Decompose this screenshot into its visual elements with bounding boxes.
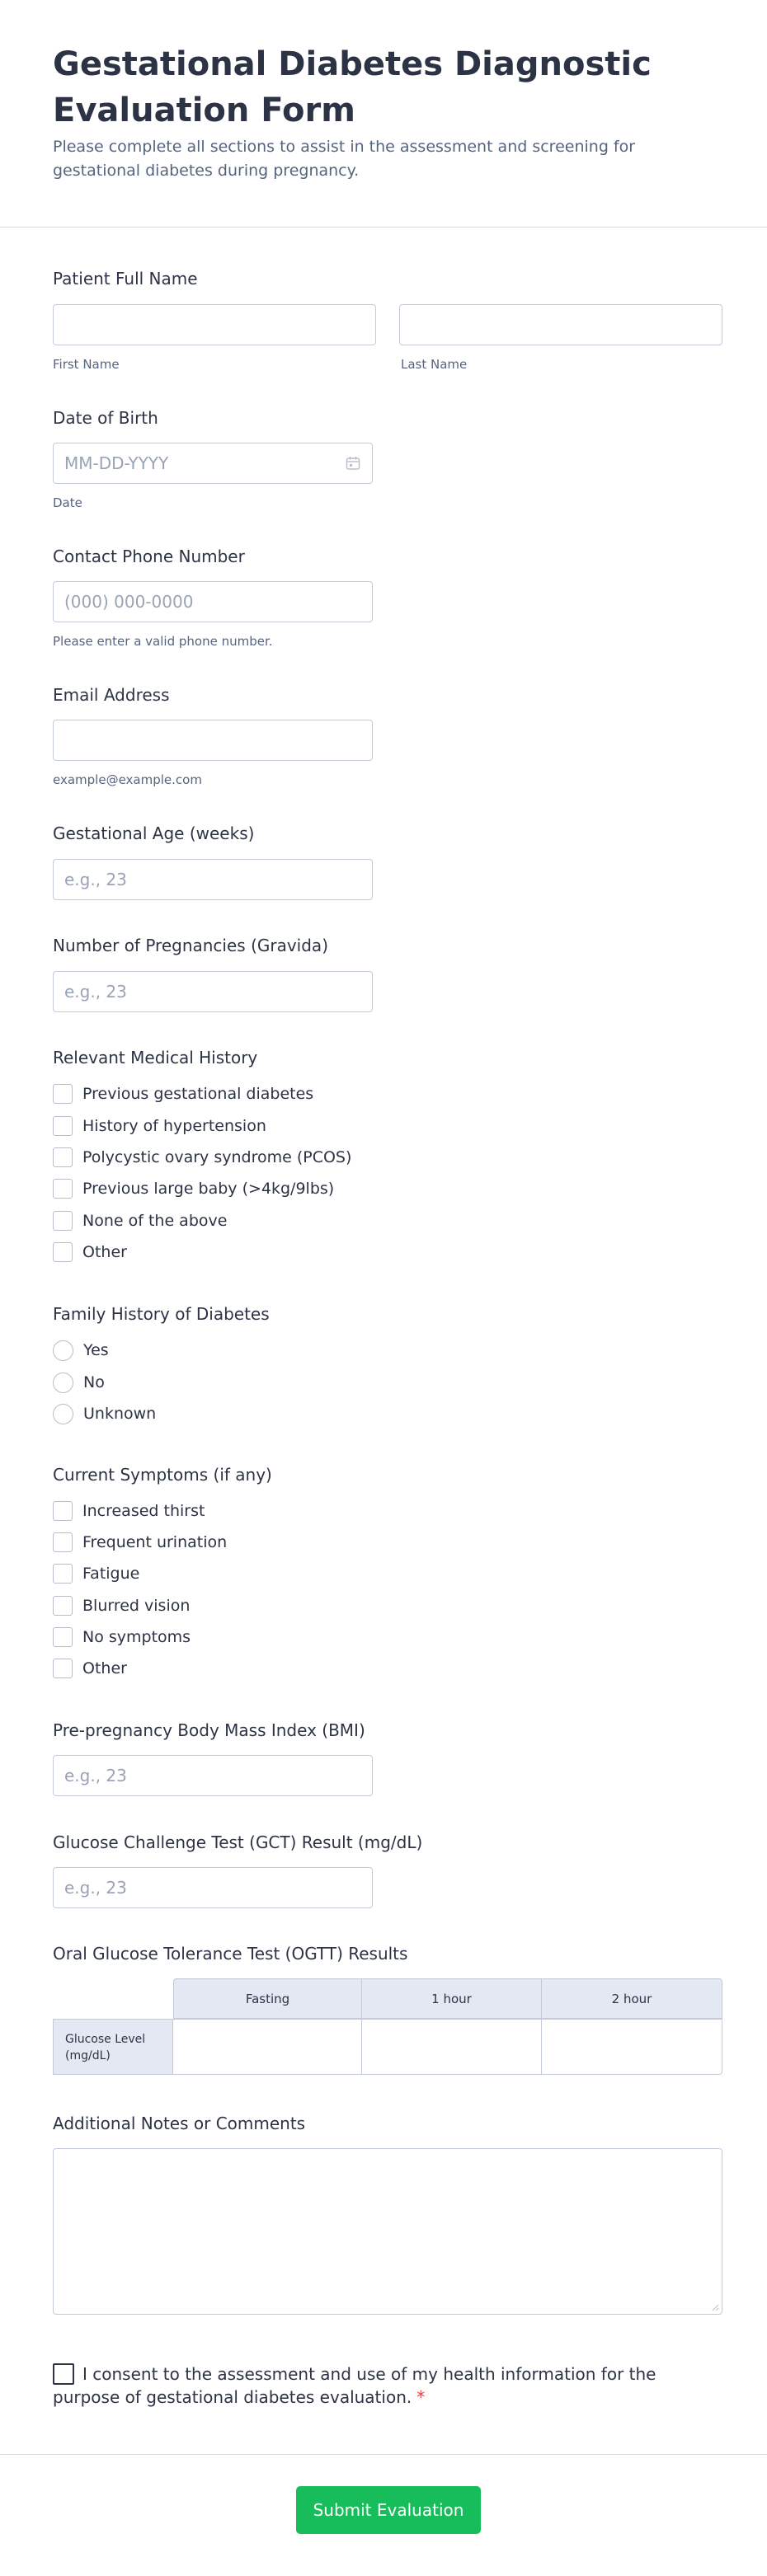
option-label: No symptoms [82, 1628, 191, 1646]
phone-label: Contact Phone Number [53, 547, 245, 566]
option-label: Increased thirst [82, 1502, 205, 1520]
option-label: Blurred vision [82, 1597, 191, 1615]
checkbox[interactable] [53, 1532, 73, 1552]
bmi-input[interactable] [53, 1755, 373, 1796]
option-label: Frequent urination [82, 1533, 228, 1551]
checkbox[interactable] [53, 1564, 73, 1584]
form-header [0, 0, 767, 228]
dob-label: Date of Birth [53, 408, 158, 428]
first-name-input[interactable] [53, 304, 376, 345]
symptoms-option[interactable] [53, 1657, 127, 1680]
dob-input[interactable] [53, 443, 373, 484]
ogtt-label: Oral Glucose Tolerance Test (OGTT) Results [53, 1944, 408, 1964]
option-label: History of hypertension [82, 1117, 266, 1135]
checkbox[interactable] [53, 1179, 73, 1199]
symptoms-option[interactable] [53, 1562, 139, 1585]
symptoms-option[interactable] [53, 1531, 227, 1554]
option-label: None of the above [82, 1212, 228, 1230]
dob-sublabel: Date [53, 495, 82, 510]
medical-history-option[interactable] [53, 1209, 227, 1232]
symptoms-label: Current Symptoms (if any) [53, 1465, 272, 1485]
symptoms-option[interactable] [53, 1626, 191, 1649]
medical-history-option[interactable] [53, 1146, 351, 1169]
phone-input[interactable] [53, 581, 373, 622]
dob-placeholder: MM-DD-YYYY [64, 453, 169, 473]
symptoms-option[interactable] [53, 1594, 190, 1617]
form-subtitle: Please complete all sections to assist in the assessment and screening for gestational diabetes during pregnancy. [53, 138, 636, 180]
option-label: No [83, 1373, 105, 1391]
email-label: Email Address [53, 685, 170, 705]
gestational-age-placeholder: e.g., 23 [64, 870, 127, 889]
checkbox[interactable] [53, 1242, 73, 1262]
gestational-age-input[interactable] [53, 859, 373, 900]
matrix-column-header: 1 hour [361, 1978, 542, 2019]
consent-field [53, 2363, 663, 2409]
radio-button[interactable] [53, 1372, 73, 1393]
pregnancies-label: Number of Pregnancies (Gravida) [53, 936, 328, 955]
checkbox[interactable] [53, 1596, 73, 1616]
medical-history-label: Relevant Medical History [53, 1048, 258, 1067]
option-label: Other [82, 1243, 127, 1261]
notes-textarea[interactable] [53, 2148, 722, 2315]
option-label: Yes [83, 1341, 109, 1359]
medical-history-option[interactable] [53, 1082, 313, 1105]
gestational-age-label: Gestational Age (weeks) [53, 823, 255, 843]
option-label: Previous large baby (>4kg/9lbs) [82, 1180, 335, 1198]
bmi-label: Pre-pregnancy Body Mass Index (BMI) [53, 1720, 365, 1740]
matrix-cell-fasting[interactable] [172, 2019, 362, 2075]
form-title: Gestational Diabetes Diagnostic Evaluation Form [53, 45, 652, 129]
checkbox[interactable] [53, 1211, 73, 1231]
medical-history-option[interactable] [53, 1114, 266, 1138]
matrix-cell-1-hour[interactable] [361, 2019, 542, 2075]
gct-input[interactable] [53, 1867, 373, 1908]
full-name-label: Patient Full Name [53, 269, 198, 289]
medical-history-option[interactable] [53, 1177, 334, 1200]
email-input[interactable] [53, 720, 373, 761]
option-label: Polycystic ovary syndrome (PCOS) [82, 1148, 352, 1166]
option-label: Previous gestational diabetes [82, 1085, 314, 1103]
matrix-row-header: Glucose Level (mg/dL) [53, 2019, 173, 2075]
family-history-option[interactable] [53, 1402, 156, 1425]
last-name-sublabel: Last Name [401, 357, 468, 372]
matrix-column-header: Fasting [173, 1978, 362, 2019]
bmi-placeholder: e.g., 23 [64, 1766, 127, 1785]
radio-button[interactable] [53, 1340, 73, 1361]
matrix-column-header: 2 hour [541, 1978, 722, 2019]
checkbox[interactable] [53, 1627, 73, 1647]
email-sublabel: example@example.com [53, 772, 202, 787]
family-history-label: Family History of Diabetes [53, 1304, 270, 1324]
consent-text: I consent to the assessment and use of my health information for the purpose of gestational diabetes evaluation. [53, 2364, 656, 2407]
notes-label: Additional Notes or Comments [53, 2114, 306, 2133]
calendar-icon[interactable] [346, 456, 360, 471]
phone-placeholder: (000) 000-0000 [64, 592, 194, 612]
checkbox[interactable] [53, 1116, 73, 1136]
first-name-sublabel: First Name [53, 357, 120, 372]
option-label: Fatigue [82, 1565, 140, 1583]
footer-divider [0, 2454, 767, 2455]
checkbox[interactable] [53, 1501, 73, 1521]
symptoms-option[interactable] [53, 1499, 205, 1523]
pregnancies-input[interactable] [53, 971, 373, 1012]
gct-placeholder: e.g., 23 [64, 1878, 127, 1898]
radio-button[interactable] [53, 1404, 73, 1424]
resize-handle-icon[interactable] [711, 2303, 719, 2311]
last-name-input[interactable] [399, 304, 722, 345]
pregnancies-placeholder: e.g., 23 [64, 982, 127, 1002]
consent-checkbox[interactable] [53, 2363, 74, 2385]
option-label: Other [82, 1659, 127, 1677]
checkbox[interactable] [53, 1084, 73, 1104]
required-mark: * [416, 2387, 426, 2407]
matrix-cell-2-hour[interactable] [541, 2019, 722, 2075]
phone-sublabel: Please enter a valid phone number. [53, 634, 273, 649]
option-label: Unknown [83, 1405, 157, 1423]
submit-button[interactable]: Submit Evaluation [296, 2486, 481, 2534]
checkbox[interactable] [53, 1147, 73, 1167]
gct-label: Glucose Challenge Test (GCT) Result (mg/dL) [53, 1832, 423, 1852]
checkbox[interactable] [53, 1659, 73, 1678]
family-history-option[interactable] [53, 1339, 109, 1362]
medical-history-option[interactable] [53, 1241, 127, 1264]
family-history-option[interactable] [53, 1371, 105, 1394]
